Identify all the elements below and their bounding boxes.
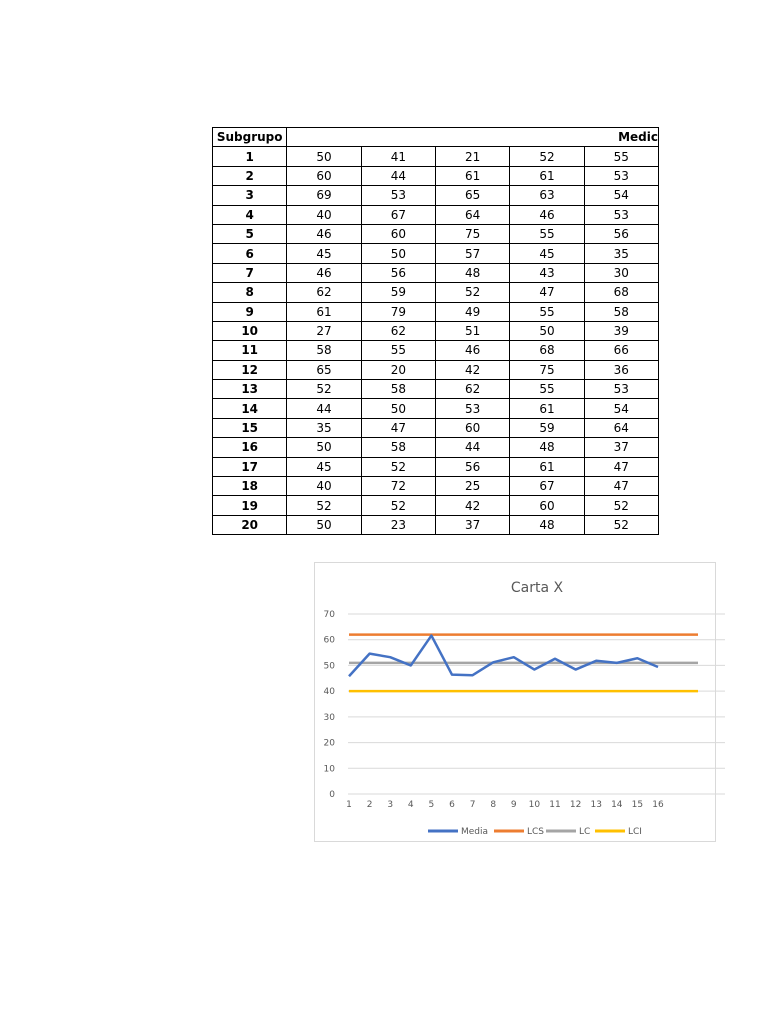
x-tick-label: 15 — [631, 800, 644, 810]
value-cell: 65 — [436, 186, 510, 205]
y-tick-label: 0 — [329, 790, 335, 800]
legend-label: LCS — [527, 827, 545, 837]
value-cell: 61 — [510, 399, 584, 418]
value-cell: 52 — [361, 496, 435, 515]
value-cell: 50 — [361, 399, 435, 418]
table-row — [213, 457, 659, 476]
value-cell: 53 — [584, 166, 658, 185]
y-tick-label: 60 — [323, 635, 335, 646]
value-cell: 53 — [584, 380, 658, 399]
value-cell: 58 — [287, 341, 361, 360]
value-cell: 52 — [584, 496, 658, 515]
value-cell: 75 — [436, 224, 510, 243]
y-tick-label: 40 — [323, 687, 335, 698]
table-row — [213, 244, 659, 263]
table-row — [213, 283, 659, 302]
chart-svg — [315, 563, 715, 841]
subgroup-cell: 9 — [213, 302, 287, 321]
x-tick-label: 10 — [528, 800, 541, 810]
value-cell: 64 — [436, 205, 510, 224]
table-row — [213, 263, 659, 282]
value-cell: 23 — [361, 515, 435, 534]
x-tick-label: 11 — [549, 800, 561, 810]
value-cell: 54 — [584, 399, 658, 418]
table-row — [213, 380, 659, 399]
subgroup-cell: 18 — [213, 477, 287, 496]
table-header-row — [213, 128, 659, 147]
value-cell: 66 — [584, 341, 658, 360]
y-tick-label: 70 — [323, 610, 335, 620]
value-cell: 27 — [287, 321, 361, 340]
subgroup-cell: 10 — [213, 321, 287, 340]
value-cell: 63 — [510, 186, 584, 205]
value-cell: 30 — [584, 263, 658, 282]
x-tick-label: 3 — [387, 800, 394, 810]
value-cell: 53 — [584, 205, 658, 224]
x-tick-label: 4 — [407, 800, 414, 810]
value-cell: 45 — [287, 244, 361, 263]
x-tick-label: 9 — [510, 800, 517, 810]
value-cell: 48 — [510, 515, 584, 534]
x-tick-label: 12 — [569, 800, 582, 810]
value-cell: 51 — [436, 321, 510, 340]
value-cell: 54 — [584, 186, 658, 205]
value-cell: 46 — [287, 224, 361, 243]
subgroup-cell: 3 — [213, 186, 287, 205]
value-cell: 47 — [584, 457, 658, 476]
table-row — [213, 147, 659, 166]
value-cell: 50 — [287, 438, 361, 457]
y-tick-label: 30 — [323, 712, 335, 723]
value-cell: 52 — [584, 515, 658, 534]
value-cell: 47 — [510, 283, 584, 302]
value-cell: 55 — [584, 147, 658, 166]
value-cell: 65 — [287, 360, 361, 379]
value-cell: 62 — [436, 380, 510, 399]
x-tick-label: 1 — [346, 800, 352, 810]
value-cell: 43 — [510, 263, 584, 282]
table-row — [213, 205, 659, 224]
subgroup-cell: 8 — [213, 283, 287, 302]
subgroup-cell: 1 — [213, 147, 287, 166]
value-cell: 67 — [361, 205, 435, 224]
value-cell: 52 — [361, 457, 435, 476]
value-cell: 61 — [510, 166, 584, 185]
value-cell: 64 — [584, 418, 658, 437]
header-subgroup: Subgrupo — [213, 128, 287, 147]
value-cell: 56 — [436, 457, 510, 476]
subgroup-cell: 14 — [213, 399, 287, 418]
value-cell: 75 — [510, 360, 584, 379]
subgroup-cell: 20 — [213, 515, 287, 534]
value-cell: 47 — [361, 418, 435, 437]
value-cell: 44 — [287, 399, 361, 418]
value-cell: 21 — [436, 147, 510, 166]
value-cell: 59 — [510, 418, 584, 437]
subgroup-cell: 12 — [213, 360, 287, 379]
data-table — [212, 127, 659, 535]
value-cell: 50 — [510, 321, 584, 340]
value-cell: 48 — [436, 263, 510, 282]
value-cell: 45 — [287, 457, 361, 476]
value-cell: 35 — [584, 244, 658, 263]
subgroup-cell: 17 — [213, 457, 287, 476]
subgroup-cell: 11 — [213, 341, 287, 360]
subgroup-cell: 15 — [213, 418, 287, 437]
value-cell: 53 — [361, 186, 435, 205]
value-cell: 42 — [436, 496, 510, 515]
value-cell: 79 — [361, 302, 435, 321]
value-cell: 52 — [287, 496, 361, 515]
table-row — [213, 321, 659, 340]
value-cell: 61 — [436, 166, 510, 185]
value-cell: 25 — [436, 477, 510, 496]
x-tick-label: 16 — [652, 800, 664, 810]
table-row — [213, 477, 659, 496]
table-row — [213, 302, 659, 321]
value-cell: 60 — [287, 166, 361, 185]
value-cell: 44 — [361, 166, 435, 185]
subgroup-cell: 13 — [213, 380, 287, 399]
value-cell: 59 — [361, 283, 435, 302]
table-row — [213, 438, 659, 457]
table-row — [213, 515, 659, 534]
legend-label: LCI — [628, 827, 642, 837]
value-cell: 46 — [287, 263, 361, 282]
value-cell: 49 — [436, 302, 510, 321]
value-cell: 72 — [361, 477, 435, 496]
legend-label: LC — [579, 827, 591, 837]
table-row — [213, 224, 659, 243]
value-cell: 47 — [584, 477, 658, 496]
y-tick-label: 20 — [323, 738, 335, 749]
value-cell: 39 — [584, 321, 658, 340]
subgroup-cell: 16 — [213, 438, 287, 457]
x-tick-label: 13 — [590, 800, 602, 810]
value-cell: 53 — [436, 399, 510, 418]
value-cell: 44 — [436, 438, 510, 457]
value-cell: 20 — [361, 360, 435, 379]
legend-label: Media — [461, 827, 489, 837]
subgroup-cell: 19 — [213, 496, 287, 515]
value-cell: 46 — [436, 341, 510, 360]
table-row — [213, 166, 659, 185]
y-tick-label: 50 — [323, 661, 335, 672]
value-cell: 35 — [287, 418, 361, 437]
value-cell: 58 — [361, 438, 435, 457]
value-cell: 55 — [510, 302, 584, 321]
x-tick-label: 8 — [490, 800, 497, 810]
value-cell: 42 — [436, 360, 510, 379]
series-line-media — [349, 636, 658, 677]
value-cell: 50 — [287, 515, 361, 534]
subgroup-cell: 4 — [213, 205, 287, 224]
value-cell: 48 — [510, 438, 584, 457]
value-cell: 61 — [510, 457, 584, 476]
chart-container[interactable] — [314, 562, 716, 842]
value-cell: 37 — [584, 438, 658, 457]
value-cell: 57 — [436, 244, 510, 263]
value-cell: 46 — [510, 205, 584, 224]
value-cell: 60 — [436, 418, 510, 437]
value-cell: 58 — [361, 380, 435, 399]
value-cell: 55 — [361, 341, 435, 360]
value-cell: 62 — [287, 283, 361, 302]
value-cell: 61 — [287, 302, 361, 321]
x-tick-label: 7 — [469, 800, 476, 810]
table-row — [213, 341, 659, 360]
table-body — [213, 147, 659, 535]
value-cell: 50 — [361, 244, 435, 263]
value-cell: 67 — [510, 477, 584, 496]
value-cell: 52 — [287, 380, 361, 399]
value-cell: 36 — [584, 360, 658, 379]
subgroup-cell: 5 — [213, 224, 287, 243]
table-row — [213, 360, 659, 379]
subgroup-cell: 6 — [213, 244, 287, 263]
value-cell: 45 — [510, 244, 584, 263]
value-cell: 55 — [510, 380, 584, 399]
value-cell: 41 — [361, 147, 435, 166]
value-cell: 62 — [361, 321, 435, 340]
subgroup-cell: 7 — [213, 263, 287, 282]
value-cell: 37 — [436, 515, 510, 534]
x-tick-label: 5 — [428, 800, 435, 810]
x-tick-label: 2 — [366, 800, 373, 810]
value-cell: 40 — [287, 477, 361, 496]
value-cell: 52 — [510, 147, 584, 166]
value-cell: 68 — [510, 341, 584, 360]
value-cell: 55 — [510, 224, 584, 243]
header-measures: Medic — [287, 128, 659, 147]
table-row — [213, 186, 659, 205]
table-row — [213, 496, 659, 515]
value-cell: 50 — [287, 147, 361, 166]
subgroup-cell: 2 — [213, 166, 287, 185]
x-tick-label: 14 — [611, 800, 623, 810]
y-tick-label: 10 — [323, 764, 335, 775]
value-cell: 58 — [584, 302, 658, 321]
value-cell: 60 — [361, 224, 435, 243]
chart-title: Carta X — [510, 580, 564, 596]
value-cell: 56 — [584, 224, 658, 243]
value-cell: 40 — [287, 205, 361, 224]
value-cell: 68 — [584, 283, 658, 302]
table-row — [213, 399, 659, 418]
value-cell: 52 — [436, 283, 510, 302]
x-tick-label: 6 — [449, 800, 455, 810]
value-cell: 56 — [361, 263, 435, 282]
value-cell: 69 — [287, 186, 361, 205]
table-row — [213, 418, 659, 437]
value-cell: 60 — [510, 496, 584, 515]
